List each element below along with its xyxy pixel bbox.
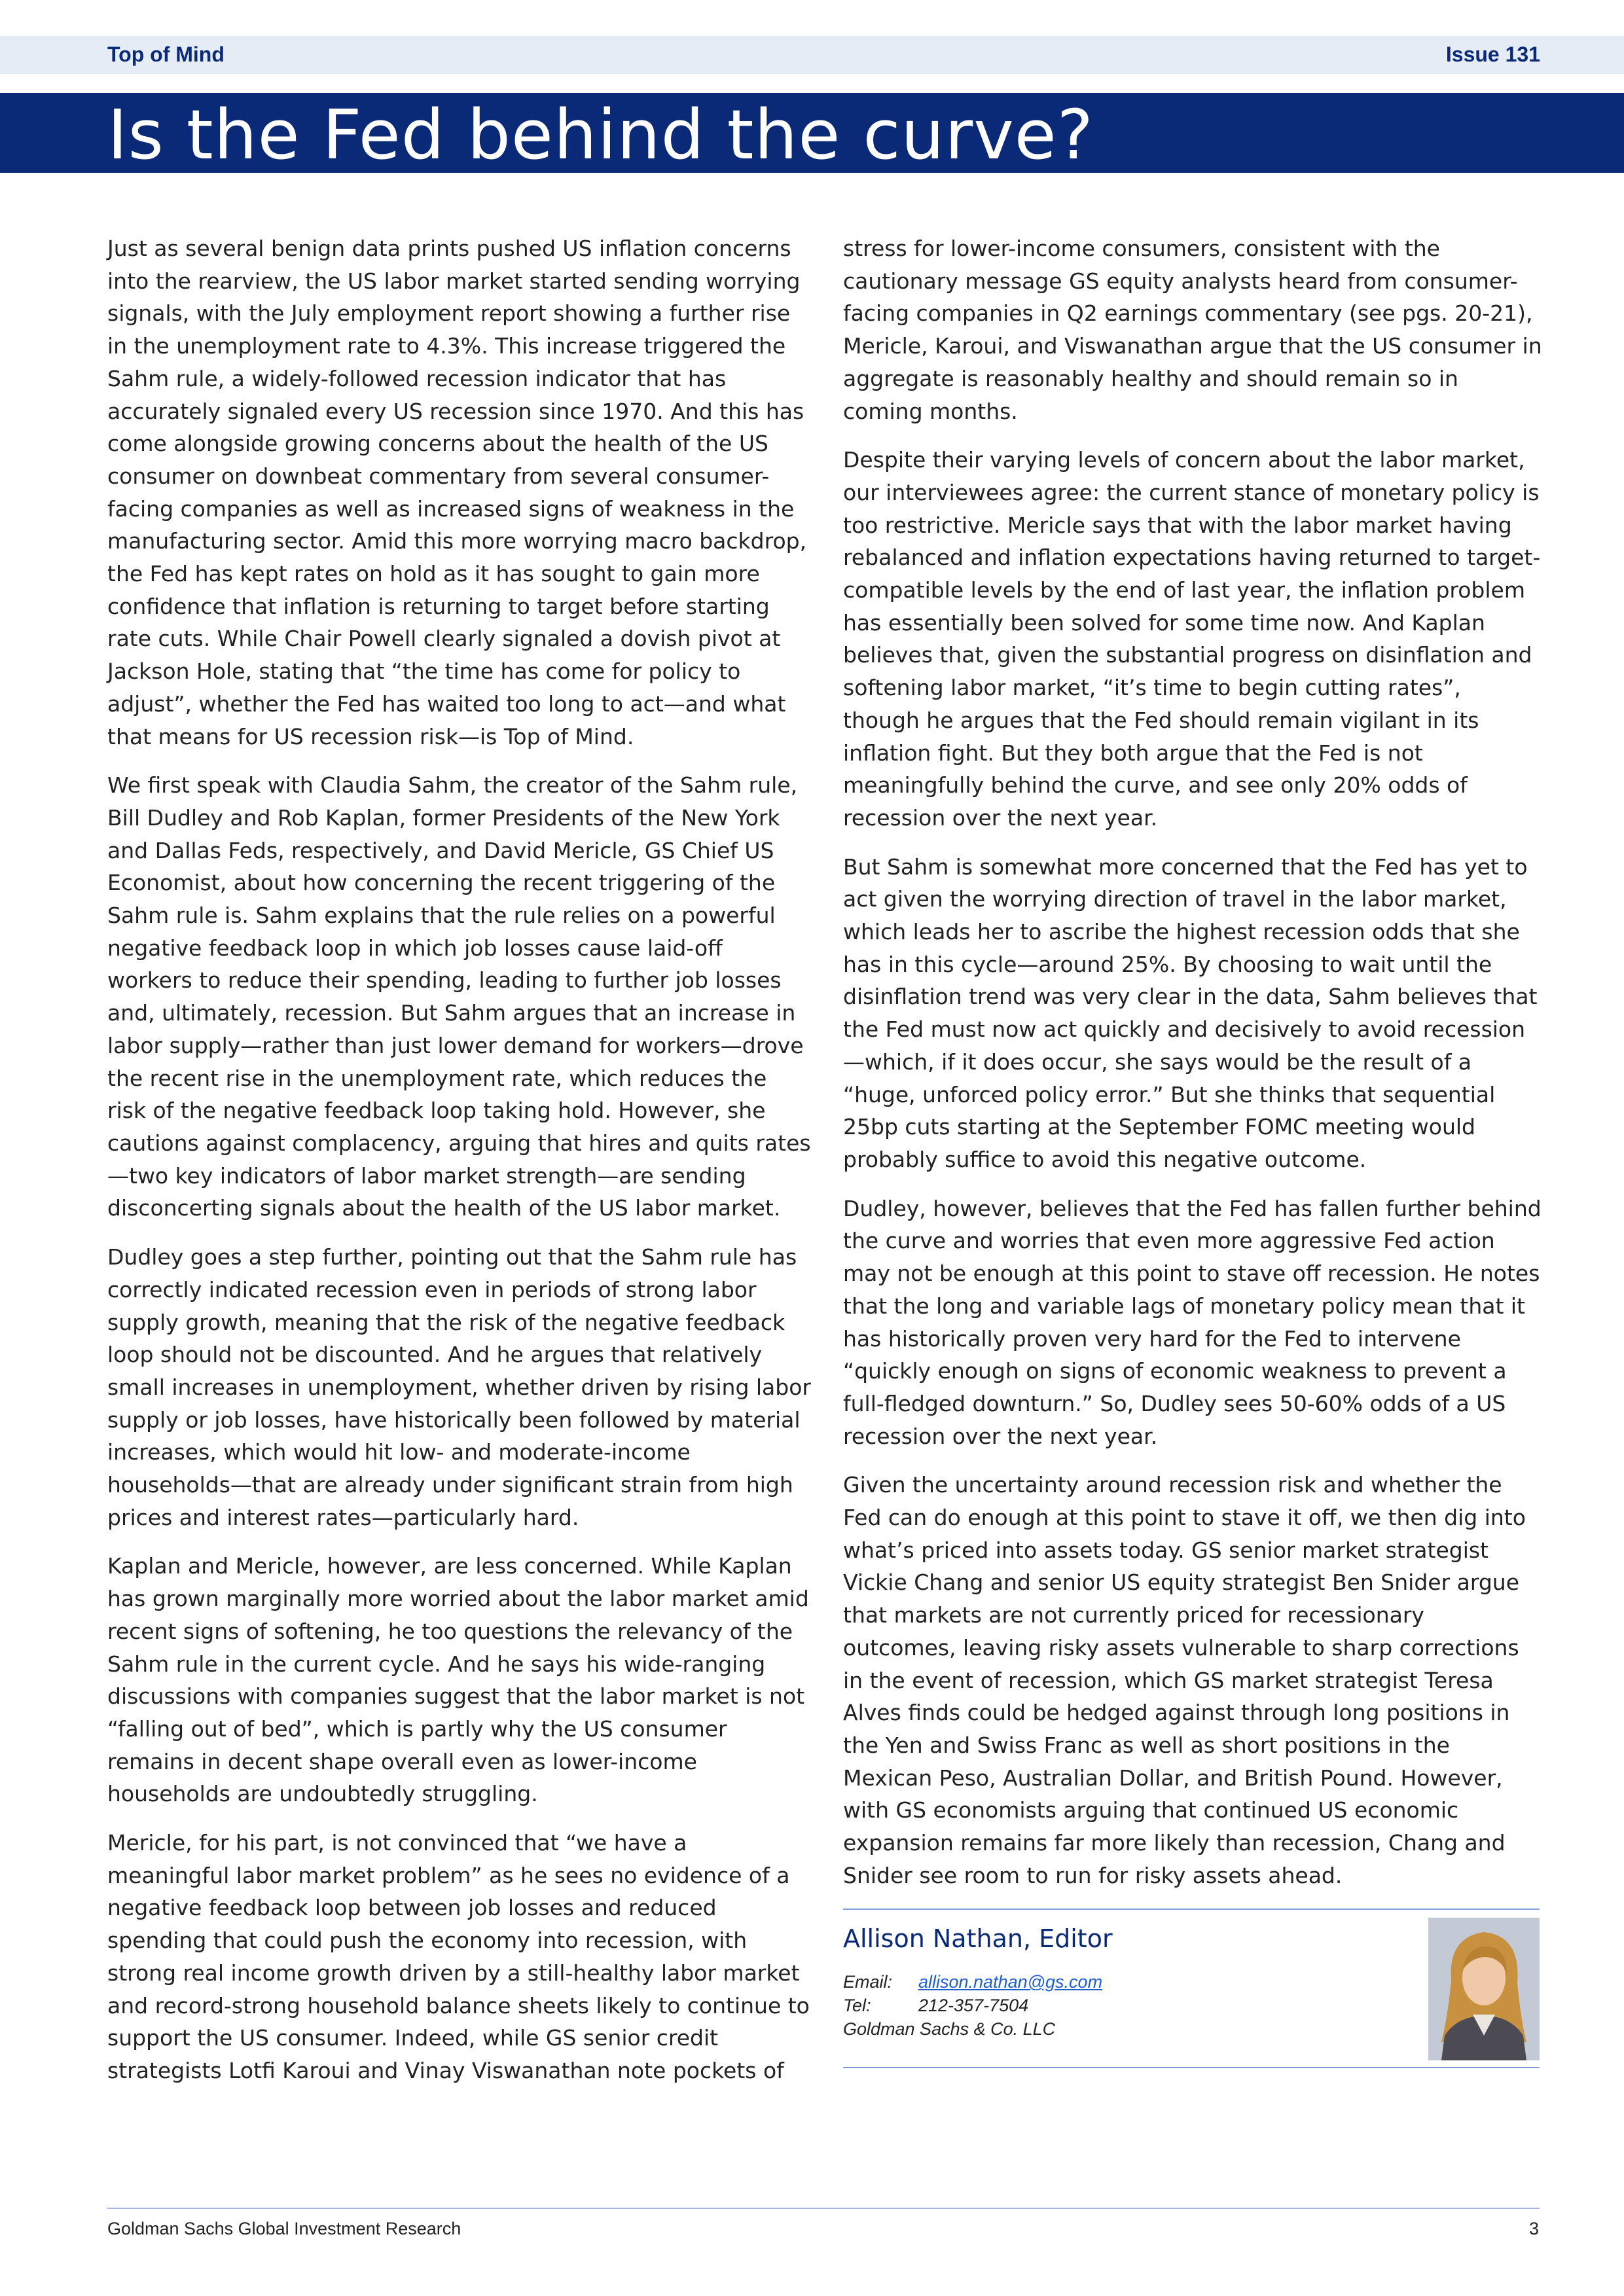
editor-name: Allison Nathan, Editor [843,1924,1113,1953]
email-link[interactable]: allison.nathan@gs.com [918,1972,1103,1992]
editor-photo [1428,1918,1540,2060]
portrait-icon [1428,1918,1540,2060]
title-banner [0,93,1624,173]
paragraph: We first speak with Claudia Sahm, the creator of the Sahm rule, Bill Dudley and Rob Kaplan, former Presidents of the New York and Dallas Feds, respectively, and David Mericle, GS Chief US Economist, about how concerning the recent triggering of the Sahm rule is. Sahm explains that the rule relies on a powerful negative feedback loop in which job losses cause laid-off workers to reduce their spending, leading to further job losses and, ultimately, recession. But Sahm argues that an increase in labor supply—rather than just lower demand for workers—drove the recent rise in the unemployment rate, which reduces the risk of the negative feedback loop taking hold. However, she cautions against complacency, arguing that hires and quits rates—two key indicators of labor market strength—are sending disconcerting signals about the health of the US labor market. [107,772,811,1221]
paragraph: Dudley, however, believes that the Fed has fallen further behind the curve and worries that even more aggressive Fed action may not be enough at this point to stave off recession. He notes that the long and variable lags of monetary policy mean that it has historically proven very hard for the Fed to intervene “quickly enough on signs of economic weakness to prevent a full-fledged downturn.” So, Dudley sees 50-60% odds of a US recession over the next year. [843,1195,1542,1449]
footer-divider [107,2208,1540,2209]
paragraph: Dudley goes a step further, pointing out that the Sahm rule has correctly indicated recession even in periods of strong labor supply growth, meaning that the risk of the negative feedback loop should not be discounted. And he argues that relatively small increases in unemployment, whether driven by rising labor supply or job losses, have historically been followed by material increases, which would hit low- and moderate-income households—that are already under significant strain from high prices and interest rates—particularly hard. [107,1244,811,1530]
issue-label: Issue 131 [1445,43,1540,66]
section-label: Top of Mind [107,43,225,66]
email-label: Email: [843,1972,893,1992]
footer-source: Goldman Sachs Global Investment Research [107,2219,461,2238]
page-number: 3 [1528,2219,1539,2238]
tel-label: Tel: [843,1996,871,2015]
tel-value: 212-357-7504 [918,1996,1029,2015]
paragraph: Mericle, for his part, is not convinced that “we have a meaningful labor market problem” as he sees no evidence of a negative feedback loop between job losses and reduced spending that could push the economy into recession, with strong real income growth driven by a still-healthy labor market and record-strong household balance sheets likely to continue to support the US consumer. Indeed, while GS senior credit strategists Lotfi Karoui and Vinay Viswanathan note pockets of [107,1830,810,2083]
paragraph: But Sahm is somewhat more concerned that the Fed has yet to act given the worrying direction of travel in the labor market, which leads her to ascribe the highest recession odds that she has in this cycle—around 25%. By choosing to wait until the disinflation trend was very clear in the data, Sahm believes that the Fed must now act quickly and decisively to avoid recession—which, if it does occur, she says would be the result of a “huge, unforced policy error.” But she thinks that sequential 25bp cuts starting at the September FOMC meeting would probably suffice to avoid this negative outcome. [843,853,1538,1172]
email-row [843,1970,1102,1994]
paragraph: Just as several benign data prints pushed US inflation concerns into the rearview, the US labor market started sending worrying signals, with the July employment report showing a further rise in the unemployment rate to 4.3%. This increase triggered the Sahm rule, a widely-followed recession indicator that has accurately signaled every US recession since 1970. And this has come alongside growing concerns about the health of the US consumer on downbeat commentary from several consumer-facing companies as well as increased signs of weakness in the manufacturing sector. Amid this more worrying macro backdrop, the Fed has kept rates on hold as it has sought to gain more confidence that inflation is returning to target before starting rate cuts. While Chair Powell clearly signaled a dovish pivot at Jackson Hole, stating that “the time has come for policy to adjust”, whether the Fed has waited too long to act—and what that means for US recession risk—is Top of Mind. [107,236,807,749]
paragraph: stress for lower-income consumers, consistent with the cautionary message GS equity analysts heard from consumer-facing companies in Q2 earnings commentary (see pgs. 20-21), Mericle, Karoui, and Viswanathan argue that the US consumer in aggregate is reasonably healthy and should remain so in coming months. [843,236,1542,424]
editor-box [843,1909,1540,2068]
editor-contact [843,1970,1102,2041]
paragraph: Given the uncertainty around recession risk and whether the Fed can do enough at this point to stave it off, we then dig into what’s priced into assets today. GS senior market strategist Vickie Chang and senior US equity strategist Ben Snider argue that markets are not currently priced for recessionary outcomes, leaving risky assets vulnerable to sharp corrections in the event of recession, which GS market strategist Teresa Alves finds could be hedged against through long positions in the Yen and Swiss Franc as well as short positions in the Mexican Peso, Australian Dollar, and British Pound. However, with GS economists arguing that continued US economic expansion remains far more likely than recession, Chang and Snider see room to run for risky assets ahead. [843,1472,1526,1888]
tel-row [843,1994,1102,2017]
company-name: Goldman Sachs & Co. LLC [843,2019,1056,2039]
paragraph: Despite their varying levels of concern about the labor market, our interviewees agree: the current stance of monetary policy is too restrictive. Mericle says that with the labor market having rebalanced and inflation expectations having returned to target-compatible levels by the end of last year, the inflation problem has essentially been solved for some time now. And Kaplan believes that, given the substantial progress on disinflation and softening labor market, “it’s time to begin cutting rates”, though he argues that the Fed should remain vigilant in its inflation fight. But they both argue that the Fed is not meaningfully behind the curve, and see only 20% odds of recession over the next year. [843,447,1541,831]
left-column [107,232,812,2104]
running-header [0,36,1624,74]
paragraph: Kaplan and Mericle, however, are less concerned. While Kaplan has grown marginally more worried about the labor market amid recent signs of softening, he too questions the relevancy of the Sahm rule in the current cycle. And he says his wide-ranging discussions with companies suggest that the labor market is not “falling out of bed”, which is partly why the US consumer remains in decent shape overall even as lower-income households are undoubtedly struggling. [107,1553,809,1807]
company-row [843,2017,1102,2041]
right-column [843,232,1543,1908]
page-title: Is the Fed behind the curve? [107,95,1094,175]
